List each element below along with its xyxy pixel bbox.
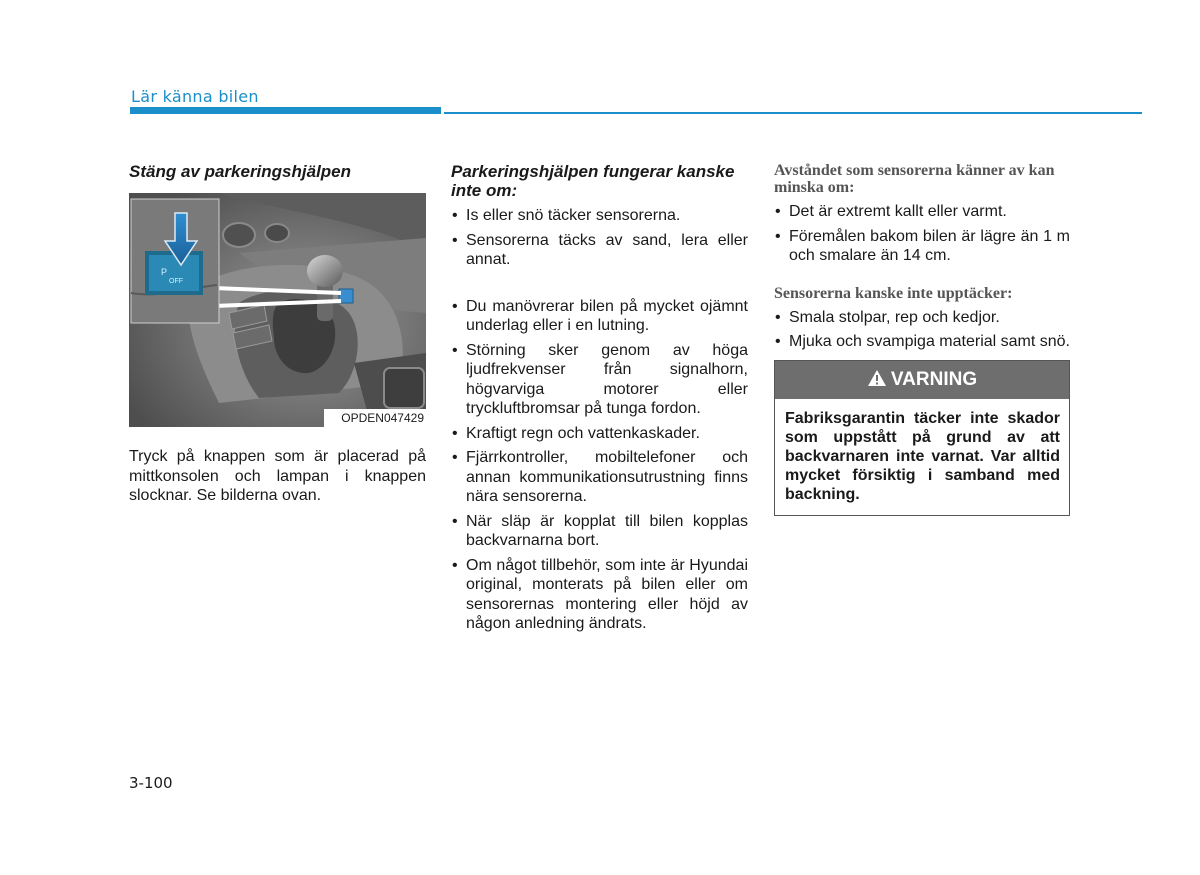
svg-text:OFF: OFF (169, 278, 183, 285)
header-rule-thin (444, 112, 1142, 114)
list-item: • Det är extremt kallt eller varmt. (774, 202, 1070, 222)
heading-not-detected: Sensorerna kanske inte upptäcker: (774, 284, 1013, 302)
column-middle (451, 162, 748, 639)
list-item: • Fjärrkontroller, mobiltelefoner och annan kommunikationsutrustning finns nära sensorerna. (451, 448, 748, 507)
svg-text:P: P (161, 267, 168, 277)
heading-distance-reduced: Avståndet som sensorerna känner av kan minska om: (774, 162, 1055, 196)
warning-triangle-icon (867, 369, 887, 387)
list-item: • När släp är kopplat till bilen kopplas backvarnarna bort. (451, 512, 748, 551)
list-item: • Smala stolpar, rep och kedjor. (774, 308, 1070, 328)
warning-box (774, 360, 1070, 516)
column-right (774, 162, 1070, 516)
list-item: • Is eller snö täcker sensorerna. (451, 206, 748, 226)
section-title: Lär känna bilen (131, 87, 259, 106)
list-item: • Kraftigt regn och vattenkaskader. (451, 424, 748, 444)
condition-list-1 (451, 206, 748, 270)
warning-header (775, 361, 1069, 399)
list-item: • Störning sker genom av höga ljudfrekvenser från signalhorn, högvarviga motorer eller tryckluftbromsar på tunga fordon. (451, 341, 748, 419)
warning-text: Fabriksgarantin täcker inte skador som uppstått på grund av att backvarnaren inte varnat. Var alltid mycket försiktig i samband med backning. (785, 409, 1060, 503)
list-item: • Föremålen bakom bilen är lägre än 1 m och smalare än 14 cm. (774, 227, 1070, 266)
undetected-list (774, 308, 1070, 352)
figure-caption: OPDEN047429 (324, 409, 426, 427)
console-illustration (129, 193, 426, 427)
warning-title: VARNING (890, 368, 978, 390)
list-item: • Sensorerna täcks av sand, lera eller annat. (451, 231, 748, 270)
list-item: • Du manövrerar bilen på mycket ojämnt underlag eller i en lutning. (451, 297, 748, 336)
column-left (129, 162, 426, 506)
distance-list (774, 202, 1070, 266)
heading-may-not-work: Parkeringshjälpen fungerar kanske inte om: (451, 162, 735, 200)
header-rule-thick (130, 107, 441, 114)
list-item: • Mjuka och svampiga material samt snö. (774, 332, 1070, 352)
console-figure (129, 193, 426, 427)
page-number: 3-100 (129, 774, 173, 792)
heading-turn-off: Stäng av parkeringshjälpen (129, 162, 352, 181)
list-item: • Om något tillbehör, som inte är Hyundai original, monterats på bilen eller om sensorernas montering eller höjd av någon anledning ändrats. (451, 556, 748, 634)
turn-off-instruction: Tryck på knappen som är placerad på mittkonsolen och lampan i knappen slocknar. Se bilderna ovan. (129, 448, 426, 504)
condition-list-2 (451, 297, 748, 634)
